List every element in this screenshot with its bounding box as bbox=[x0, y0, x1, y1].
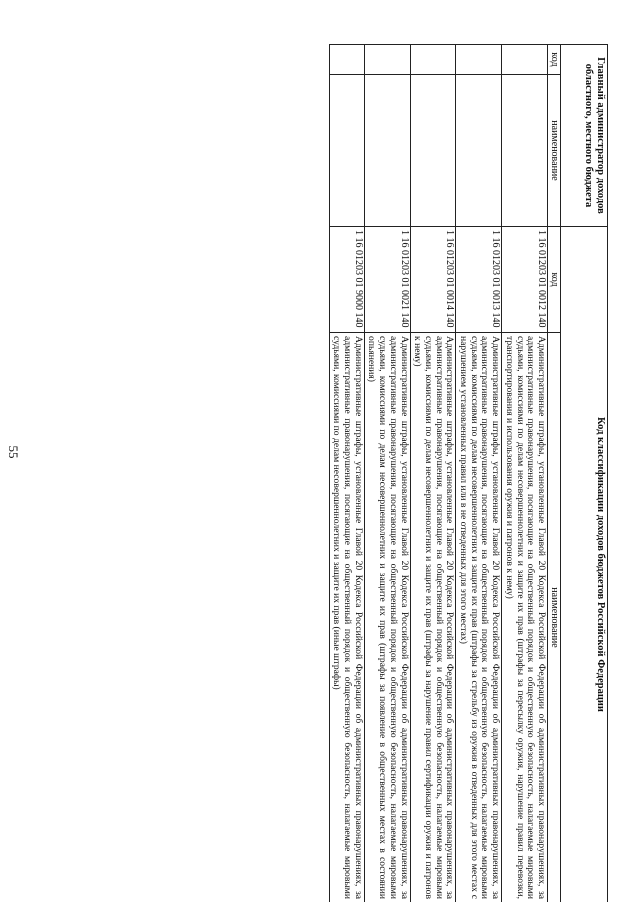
admin-name-cell bbox=[364, 75, 410, 227]
classification-name-cell: Административные штрафы, установленные Главой 20 Кодекса Российской Федерации об административных правонарушениях, за административные правонарушения, посягающие на общественный порядок и общественную безопасность, налагаемые мировыми судьями, комиссиями по делам несовершеннолетних и защите их прав (иные штрафы) bbox=[329, 333, 364, 902]
header-admin-name: наименование bbox=[548, 75, 561, 227]
table-row bbox=[410, 45, 456, 903]
header-class-code: код bbox=[548, 227, 561, 333]
classification-code-cell: 1 16 01203 01 0012 140 bbox=[502, 227, 548, 333]
admin-code-cell bbox=[364, 45, 410, 75]
rotated-table-viewport bbox=[46, 44, 608, 902]
classification-code-cell: 1 16 01203 01 0014 140 bbox=[410, 227, 456, 333]
header-classification-group: Код классификации доходов бюджетов Российской Федерации bbox=[561, 227, 608, 902]
header-class-name: наименование bbox=[548, 333, 561, 902]
admin-code-cell bbox=[456, 45, 502, 75]
page-number: 55 bbox=[6, 445, 21, 459]
classification-code-cell: 1 16 01203 01 9000 140 bbox=[329, 227, 364, 333]
table-header bbox=[548, 45, 608, 903]
header-admin-code: код bbox=[548, 45, 561, 75]
admin-name-cell bbox=[502, 75, 548, 227]
classification-code-cell: 1 16 01203 01 0013 140 bbox=[456, 227, 502, 333]
table-row bbox=[329, 45, 364, 903]
classification-name-cell: Административные штрафы, установленные Главой 20 Кодекса Российской Федерации об административных правонарушениях, за административные правонарушения, посягающие на общественный порядок и общественную безопасность, налагаемые мировыми судьями, комиссиями по делам несовершеннолетних и защите их прав (штрафы за появление в общественных местах в состоянии опьянения) bbox=[364, 333, 410, 902]
classification-name-cell: Административные штрафы, установленные Главой 20 Кодекса Российской Федерации об административных правонарушениях, за административные правонарушения, посягающие на общественный порядок и общественную безопасность, налагаемые мировыми судьями, комиссиями по делам несовершеннолетних и защите их прав (штрафы за пересылку оружия, нарушение правил перевозки, транспортирования и использования оружия и патронов к нему) bbox=[502, 333, 548, 902]
admin-code-cell bbox=[410, 45, 456, 75]
admin-code-cell bbox=[502, 45, 548, 75]
table-body bbox=[329, 45, 547, 903]
admin-name-cell bbox=[456, 75, 502, 227]
rotated-page-content bbox=[46, 44, 608, 902]
table-row bbox=[502, 45, 548, 903]
admin-name-cell bbox=[329, 75, 364, 227]
admin-name-cell bbox=[410, 75, 456, 227]
classification-name-cell: Административные штрафы, установленные Главой 20 Кодекса Российской Федерации об административных правонарушениях, за административные правонарушения, посягающие на общественный порядок и общественную безопасность, налагаемые мировыми судьями, комиссиями по делам несовершеннолетних и защите их прав (штрафы за нарушение правил сертификации оружия и патронов к нему) bbox=[410, 333, 456, 902]
page-number-strip bbox=[0, 0, 26, 905]
table-row bbox=[456, 45, 502, 903]
classification-name-cell: Административные штрафы, установленные Главой 20 Кодекса Российской Федерации об административных правонарушениях, за административные правонарушения, посягающие на общественный порядок и общественную безопасность, налагаемые мировыми судьями, комиссиями по делам несовершеннолетних и защите их прав (штрафы за стрельбу из оружия в отведенных для этого местах с нарушением установленных правил или в не отведенных для этого местах) bbox=[456, 333, 502, 902]
admin-code-cell bbox=[329, 45, 364, 75]
table-row bbox=[364, 45, 410, 903]
revenue-classification-table bbox=[329, 44, 608, 902]
classification-code-cell: 1 16 01203 01 0021 140 bbox=[364, 227, 410, 333]
header-admin-group: Главный администратор доходов областного, местного бюджета bbox=[561, 45, 608, 227]
